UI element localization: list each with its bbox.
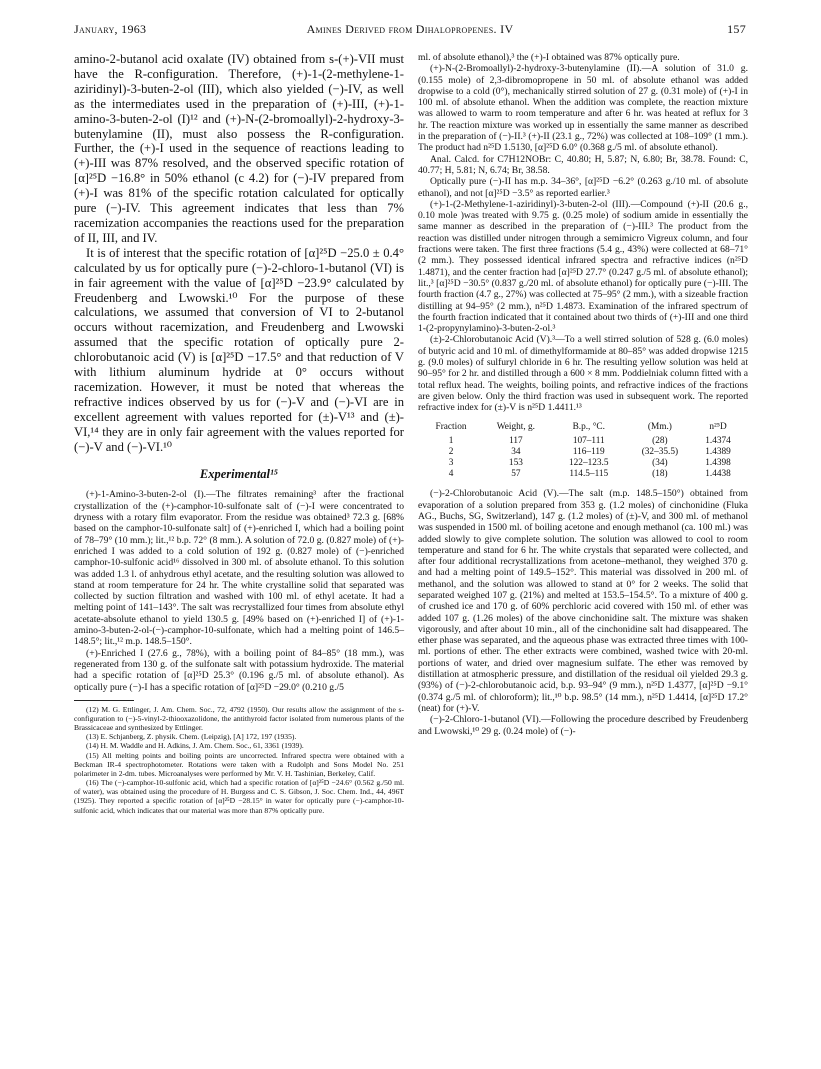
paragraph: Anal. Calcd. for C7H12NOBr: C, 40.80; H, 5.87; N, 6.80; Br, 38.78. Found: C, 40.77; H, 5.81; N, 6.74; Br, 38.58. <box>418 153 748 176</box>
table-cell: 1.4438 <box>705 469 731 480</box>
paragraph: (+)-Enriched I (27.6 g., 78%), with a boiling point of 84–85° (18 mm.), was regenerated from 130 g. of the sulfonate salt with potassium hydroxide. The material had a specific rotation of [α]²⁵D 25.3° (0.196 g./5 ml. of absolute ethanol). As optically pure (−)-I has a specific rotation of [α]²⁵D −29.0° (0.210 g./5 <box>74 647 404 693</box>
table-cell: (18) <box>652 469 668 480</box>
header-title: Amines Derived from Dihalopropenes. IV <box>306 22 514 36</box>
table-cell: 1 <box>448 435 454 446</box>
paragraph: (−)-2-Chloro-1-butanol (VI).—Following the procedure described by Freudenberg and Lwowski,¹⁰ 29 g. (0.24 mole) of (−)- <box>418 714 748 737</box>
footnote: (16) The (−)-camphor-10-sulfonic acid, which had a specific rotation of [α]²⁵D −24.6° (0.562 g./50 ml. of water), was obtained using the procedure of H. Burgess and C. S. Gibson, J. Soc. Chem. Ind., 44, 496T (1925). They reported a specific rotation of [α]²⁵D −28.15° in water for optically pure (−)-camphor-10-sulfonic acid, which indicates that our material was more than 87% optically pure. <box>74 778 404 815</box>
paragraph: (+)-1-Amino-3-buten-2-ol (I).—The filtrates remaining³ after the fractional crystallization of the (+)-camphor-10-sulfonate salt of (−)-I were concentrated to dryness with a rotary film evaporator. From the residue was obtained³ 72.3 g. [68% based on the camphor-10-sulfonate salt] of (+)-enriched I, which had a boiling point of 78–79° (10 mm.); lit.,¹² b.p. 72° (8 mm.). A solution of 72.0 g. (0.827 mole) of (+)-enriched I was added to a cold solution of 192 g. (0.827 mole) of (−)-enriched camphor-10-sulfonic acid¹⁶ dissolved in 300 ml. of absolute ethanol. To this solution was added 1.3 l. of anhydrous ethyl acetate, and the resulting solution was allowed to stand at room temperature for 24 hr. The white crystalline solid that separated was collected by suction filtration and washed with 100 ml. of ethyl acetate. It had a melting point of 141–143°. The salt was recrystallized four times from absolute ethyl acetate-absolute ethanol to yield 130.5 g. [49% based on (+)-enriched I] of (+)-1-amino-3-buten-2-ol-(−)-camphor-10-sulfonate, which had a melting point of 146.5–148.5°; lit.,¹² m.p. 148.5–150°. <box>74 489 404 648</box>
paragraph: Optically pure (−)-II has m.p. 34–36°, [α]²⁵D −6.2° (0.263 g./10 ml. of absolute ethanol), and not [α]²⁵D −3.5° as reported earlier.³ <box>418 176 748 199</box>
table-cell: 3 <box>448 457 454 468</box>
fractions-table <box>422 422 742 481</box>
right-column <box>418 52 748 737</box>
paragraph: amino-2-butanol acid oxalate (IV) obtained from s-(+)-VII must have the R-configuration. Therefore, (+)-1-(2-methylene-1-aziridinyl)-3-buten-2-ol (III), which also yielded (−)-IV, as well as the intermediates used in the preparation of (+)-III, (+)-1-amino-3-buten-2-ol (I)¹² and (+)-N-(2-bromoallyl)-2-hydroxy-3-butenylamine (II), must also possess the R-configuration. Further, the (+)-I used in the sequence of reactions leading to (+)-III was 87% resolved, and the observed specific rotation of [α]²⁵D −16.8° in 50% ethanol (c 4.2) for (−)-IV prepared from (+)-I was 81% of the specific rotation calculated for optically pure (−)-IV. This agreement indicates that less than 7% racemization accompanies the reactions used for the preparation of II, III, and IV. <box>74 52 404 245</box>
footnote-divider <box>74 700 134 701</box>
table-cell: (34) <box>652 457 668 468</box>
table-cell: 1.4389 <box>705 446 731 457</box>
column-header: n²⁵D <box>709 421 727 432</box>
table-row <box>422 469 742 480</box>
table-cell: 57 <box>511 469 521 480</box>
footnote: (14) H. M. Waddle and H. Adkins, J. Am. Chem. Soc., 61, 3361 (1939). <box>86 741 304 751</box>
table-header-row <box>422 422 742 436</box>
section-heading-experimental: Experimental¹⁵ <box>199 467 279 482</box>
table-cell: 4 <box>448 469 454 480</box>
table-cell: 1.4374 <box>705 435 731 446</box>
table-cell: 107–111 <box>572 435 605 446</box>
page-number: 157 <box>727 22 746 36</box>
table-row <box>422 447 742 458</box>
table-row <box>422 436 742 447</box>
paragraph: (+)-N-(2-Bromoallyl)-2-hydroxy-3-butenylamine (II).—A solution of 31.0 g. (0.155 mole) of 2,3-dibromopropene in 50 ml. of absolute ethanol was added dropwise to a cold (0°), mechanically stirred solution of 27 g. (0.31 mole) of (+)-I in 100 ml. of absolute ethanol. When the addition was complete, the reaction mixture was allowed to warm to room temperature and after 6 hr. was heated at reflux for 3 hr. The reaction mixture was worked up in essentially the same manner as described in the preparation of (−)-II.³ (+)-II (23.1 g., 72%) was collected at 108–109° (1 mm.). The product had n²⁵D 1.5130, [α]²⁵D 6.0° (0.368 g./5 ml. of absolute ethanol). <box>418 63 748 154</box>
table-cell: 1.4398 <box>705 457 731 468</box>
running-header <box>74 22 746 40</box>
paragraph: (−)-2-Chlorobutanoic Acid (V).—The salt (m.p. 148.5–150°) obtained from evaporation of a solution prepared from 353 g. (1.2 moles) of cinchonidine (Fluka AG., Buchs, SG, Switzerland), 147 g. (1.2 moles) of (±)-V, and 300 ml. of methanol was suspended in 1500 ml. of boiling acetone and enough methanol (ca. 100 ml.) was added slowly to give complete solution. The solution was allowed to cool to room temperature and stand for 6 hr. The white crystals that separated were collected, and after four additional recrystallizations from acetone–methanol, they weighed 370 g. and had a melting point of 149.5–152°. This material was dissolved in 200 ml. of methanol, and the solution was allowed to stand at 0° for 2 weeks. The solid that separated weighed 107 g. (21%) and melted at 153.5–154.5°. To a mixture of 400 g. of crushed ice and 170 g. of 60% perchloric acid covered with 150 ml. of ether was added 107 g. (1.26 moles) of the above cinchonidine salt. The mixture was shaken vigorously, and after about 10 min., all of the cinchonidine salt had disappeared. The ether phase was separated, and the aqueous phase was extracted three times with 100-ml. portions of ether. The ether extracts were combined, washed twice with 20-ml. portions of water, and dried over magnesium sulfate. The ether was removed by distillation at atmospheric pressure, and distillation of the residual oil yielded 29.3 g. (93%) of (−)-2-chlorobutanoic acid, b.p. 93–94° (9 mm.), n²⁵D 1.4377, [α]²⁵D −9.1° (0.374 g./5 ml. of chloroform); lit.,¹⁰ b.p. 98.5° (14 mm.), n²⁵D 1.4414, [α]²⁵D 17.2° (neat) for (+)-V. <box>418 488 748 714</box>
table-row <box>422 458 742 469</box>
table-cell: 114.5–115 <box>569 469 609 480</box>
footnote: (15) All melting points and boiling points are uncorrected. Infrared spectra were obtained with a Beckman IR-4 spectrophotometer. Rotations were taken with a Rudolph and Sons Model No. 251 polarimeter in 2-dm. tubes. Microanalyses were performed by Mr. V. H. Tashinian, Berkeley, Calif. <box>74 750 404 778</box>
table-cell: 116–119 <box>572 446 605 457</box>
paragraph: ml. of absolute ethanol),³ the (+)-I obtained was 87% optically pure. <box>418 52 680 63</box>
column-header: B.p., °C. <box>572 421 605 432</box>
table-cell: (32–35.5) <box>641 446 679 457</box>
header-date: January, 1963 <box>74 22 147 36</box>
paragraph: (±)-2-Chlorobutanoic Acid (V).³—To a well stirred solution of 528 g. (6.0 moles) of butyric acid and 10 ml. of dimethylformamide at 80–85° was added dropwise 1215 g. (9.0 moles) of sulfuryl chloride in 6 hr. The resulting yellow solution was held at 90–95° for 2 hr. and distilled through a 600 × 8 mm. Poddielniak column fitted with a total reflux head. The weights, boiling points, and refractive indices of the fractions are given below. Only the third fraction was used in subsequent work. The reported refractive index for (±)-V is n²⁵D 1.4411.¹³ <box>418 334 748 414</box>
table-cell: 153 <box>508 457 523 468</box>
footnote: (13) E. Schjanberg, Z. physik. Chem. (Leipzig), [A] 172, 197 (1935). <box>86 732 297 742</box>
column-header: (Mm.) <box>647 421 672 432</box>
paragraph: (+)-1-(2-Methylene-1-aziridinyl)-3-buten-2-ol (III).—Compound (+)-II (20.6 g., 0.10 mole )was treated with 9.75 g. (0.25 mole) of sodium amide in essentially the same manner as described in the preparation of (−)-III.³ The product from the reaction was distilled under nitrogen through a semimicro Vigreux column, and four fractions were taken. The first three fractions (5.4 g., 43%) were collected at 68–71° (2 mm.). They possessed identical infrared spectra and refractive indices (n²⁵D 1.4871), and the center fraction had [α]²⁵D 27.7° (0.247 g./5 ml. of absolute ethanol); lit.,³ [α]²⁵D −30.5° (0.837 g./20 ml. of absolute ethanol) for optically pure (−)-III. The fourth fraction (4.7 g., 27%) was collected at 75–95° (2 mm.), with a sizeable fraction distilling at 94–95° (2 mm.), n²⁵D 1.4873. Examination of the infrared spectrum of the fourth fraction indicated that it contained about two thirds of (+)-III and one third 1-(2-propynylamino)-3-buten-2-ol.³ <box>418 198 748 335</box>
table-cell: (28) <box>652 435 668 446</box>
table-cell: 34 <box>511 446 521 457</box>
table-cell: 2 <box>448 446 454 457</box>
column-header: Fraction <box>435 421 467 432</box>
table-cell: 122–123.5 <box>569 457 609 468</box>
paragraph: It is of interest that the specific rotation of [α]²⁵D −25.0 ± 0.4° calculated by us for optically pure (−)-2-chloro-1-butanol (VI) is in fair agreement with the value of [α]²⁵D −23.9° calculated by Freudenberg and Lwowski.¹⁰ For the purpose of these calculations, we assumed that conversion of VI to 2-butanol occurs without racemization, and Freudenberg and Lwowski assumed that the specific rotation of optically pure 2-chlorobutanoic acid (V) is [α]²⁵D −17.5° and that reduction of V with lithium aluminum hydride at 0° occurs without racemization. However, it must be noted that whereas the refractive indices observed by us for (−)-V and (−)-VI are in excellent agreement with values reported for (±)-V¹³ and (±)-VI,¹⁴ they are in only fair agreement with the values reported for (−)-V and (−)-VI.¹⁰ <box>74 245 404 454</box>
table-cell: 117 <box>509 435 523 446</box>
column-header: Weight, g. <box>496 421 536 432</box>
footnote: (12) M. G. Ettlinger, J. Am. Chem. Soc., 72, 4792 (1950). Our results allow the assignment of the s-configuration to (−)-5-vinyl-2-thiooxazolidone, the antithyroid factor isolated from numerous plants of the Brassicaceae and synthesized by Ettlinger. <box>74 704 404 733</box>
footnotes <box>74 705 404 815</box>
left-column <box>74 52 404 815</box>
